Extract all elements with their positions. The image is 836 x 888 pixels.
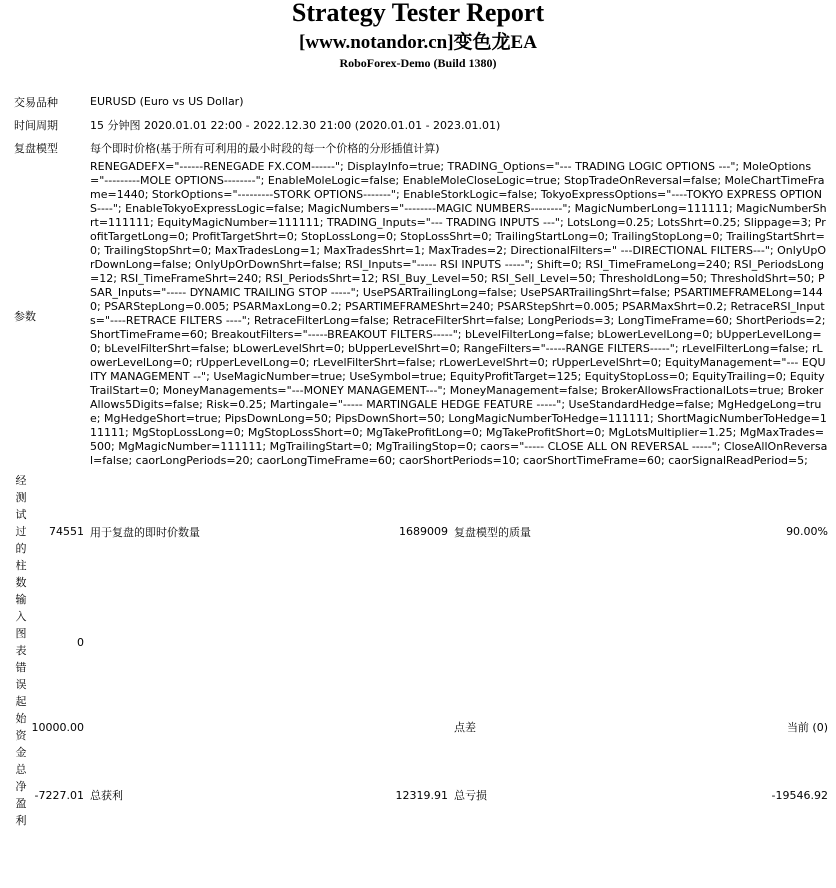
ticks-value: 1689009 [399, 525, 448, 538]
label-char: 误 [15, 678, 27, 691]
symbol-value: EURUSD (Euro vs US Dollar) [90, 95, 244, 108]
params-row [0, 159, 836, 472]
deposit-row [0, 693, 836, 761]
model-label: 复盘模型 [14, 141, 58, 155]
label-char: 的 [15, 542, 27, 555]
label-char: 入 [15, 610, 27, 623]
build-info: RoboForex-Demo (Build 1380) [339, 56, 497, 70]
netprofit-value: -7227.01 [34, 788, 84, 802]
model-value: 每个即时价格(基于所有可利用的最小时段的每一个价格的分形插值计算) [90, 141, 440, 155]
label-char: 图 [15, 627, 27, 640]
label-char: 表 [15, 644, 27, 657]
spread-value: 当前 (0) [786, 721, 829, 734]
errors-value: 0 [77, 635, 84, 649]
ticks-label: 用于复盘的即时价数量 [90, 525, 200, 539]
grossloss-value: -19546.92 [771, 788, 829, 802]
label-char: 利 [15, 814, 27, 827]
grossprofit-value: 12319.91 [395, 788, 448, 802]
label-char: 过 [15, 525, 27, 538]
label-char: 盈 [15, 797, 27, 810]
label-char: 总 [15, 763, 27, 776]
label-char: 试 [15, 508, 27, 521]
quality-label: 复盘模型的质量 [454, 525, 531, 539]
report-table [0, 90, 836, 829]
report-subtitle: [www.notandor.cn]变色龙EA [299, 32, 537, 53]
label-char: 错 [15, 661, 27, 674]
label-char: 净 [15, 780, 27, 793]
label-char: 始 [15, 712, 27, 725]
params-value: RENEGADEFX="------RENEGADE FX.COM------"; DisplayInfo=true; TRADING_Options="--- TRADING LOGIC OPTIONS ---"; MoleOptions="---------MOLE OPTIONS--------"; EnableMoleLogic=false; EnableMoleCloseLogic=true; StopTradeOnReversal=false; MoleChartTimeFrame=1440; StorkOptions="---------STORK OPTIONS-------"; EnableStorkLogic=false; TokyoExpressOptions="----TOKYO EXPRESS OPTIONS----"; EnableTokyoExpressLogic=false; MagicNumbers="--------MAGIC NUMBERS--------"; MagicNumberLong=111111; MagicNumberShrt=111111; EquityMagicNumber=111111; TRADING_Inputs="--- TRADING INPUTS ---"; LotsLong=0.25; LotsShrt=0.25; Slippage=3; ProfitTargetLong=0; ProfitTargetShrt=0; StopLossLong=0; StopLossShrt=0; TrailingStartLong=0; TrailingStopLong=0; TrailingStartShrt=0; TrailingStopShrt=0; MaxTradesLong=1; MaxTradesShrt=1; MaxTrades=2; DirectionalFilters=" ---DIRECTIONAL FILTERS---"; OnlyUpOrDownLong=false; OnlyUpOrDownShrt=false; RSI_Inputs="----- RSI INPUTS -----"; Shift=0; RSI_TimeFrameLong=240; RSI_PeriodsLong=12; RSI_TimeFrameShrt=240; RSI_PeriodsShrt=12; RSI_Buy_Level=50; RSI_Sell_Level=50; ThresholdLong=50; ThresholdShrt=50; PSAR_Inputs="----- DYNAMIC TRAILING STOP -----"; UsePSARTrailingLong=false; UsePSARTrailingShrt=false; PSARTIMEFRAMELong=1440; PSARStepLong=0.005; PSARMaxLong=0.2; PSARTIMEFRAMEShrt=240; PSARStepShrt=0.005; PSARMaxShrt=0.2; RetraceRSI_Inputs="----RETRACE FILTERS ----"; RetraceFilterLong=false; RetraceFilterShrt=false; LongPeriods=3; LongTimeFrame=60; ShortPeriods=2; ShortTimeFrame=60; BreakoutFilters="-----BREAKOUT FILTERS-----"; bLevelFilterLong=false; bLowerLevelLong=0; bUpperLevelLong=0; bLevelFilterShrt=false; bLowerLevelShrt=0; bUpperLevelShrt=0; RangeFilters="-----RANGE FILTERS-----"; rLevelFilterLong=false; rLowerLevelLong=0; rUpperLevelLong=0; rLevelFilterShrt=false; rLowerLevelShrt=0; rUpperLevelShrt=0; EquityManagement="--- EQUITY MANAGEMENT --"; UseMagicNumber=true; UseSymbol=true; EquityProfitTarget=125; EquityStopLoss=0; EquityTrailing=0; EquityTrailStart=0; MoneyManagements="---MONEY MANAGEMENT---"; MoneyManagement=false; BrokerAllowsFractionalLots=true; BrokerAllows5Digits=false; Risk=0.25; Martingale="----- MARTINGALE HEDGE FEATURE -----"; UseStandardHedge=false; MgHedgeLong=true; MgHedgeShort=true; PipsDownLong=50; PipsDownShort=50; LongMagicNumberToHedge=111111; ShortMagicNumberToHedge=111111; MgStopLossLong=0; MgStopLossShort=0; MgTakeProfitLong=0; MgTakeProfitShort=0; MgLotsMultiplier=1.25; MgMaxTrades=500; MgMagicNumber=111111; MgTrailingStart=0; MgTrailingStop=0; caors="----- CLOSE ALL ON REVERSAL -----"; CloseAllOnReversal=false; caorLongPeriods=20; caorLongTimeFrame=60; caorShortPeriods=10; caorShortTimeFrame=60; caorSignalReadPeriod=5; [90, 160, 828, 467]
errors-label [14, 591, 28, 693]
label-char: 金 [15, 746, 27, 759]
label-char: 资 [15, 729, 27, 742]
label-char: 测 [15, 491, 27, 504]
deposit-label [14, 693, 28, 761]
bars-label [14, 472, 28, 591]
grossloss-label: 总亏损 [454, 789, 487, 802]
label-char: 柱 [15, 559, 27, 572]
netprofit-label [14, 761, 28, 829]
period-value: 15 分钟图 2020.01.01 22:00 - 2022.12.30 21:00 (2020.01.01 - 2023.01.01) [90, 118, 501, 132]
spread-label: 点差 [454, 721, 476, 734]
label-char: 起 [15, 695, 27, 708]
bars-row [0, 472, 836, 591]
label-char: 经 [15, 474, 27, 487]
period-row [0, 113, 836, 136]
label-char: 输 [15, 593, 27, 606]
report-title: Strategy Tester Report [291, 0, 545, 27]
report-header [0, 0, 836, 70]
bars-value: 74551 [49, 525, 84, 538]
grossprofit-label: 总获利 [90, 789, 123, 802]
model-row [0, 136, 836, 159]
errors-row [0, 591, 836, 693]
netprofit-row [0, 761, 836, 829]
symbol-row [0, 90, 836, 113]
symbol-label: 交易品种 [14, 95, 58, 109]
period-label: 时间周期 [14, 118, 58, 132]
params-label: 参数 [14, 309, 36, 323]
label-char: 数 [15, 576, 27, 589]
quality-value: 90.00% [786, 525, 829, 538]
deposit-value: 10000.00 [31, 720, 84, 734]
